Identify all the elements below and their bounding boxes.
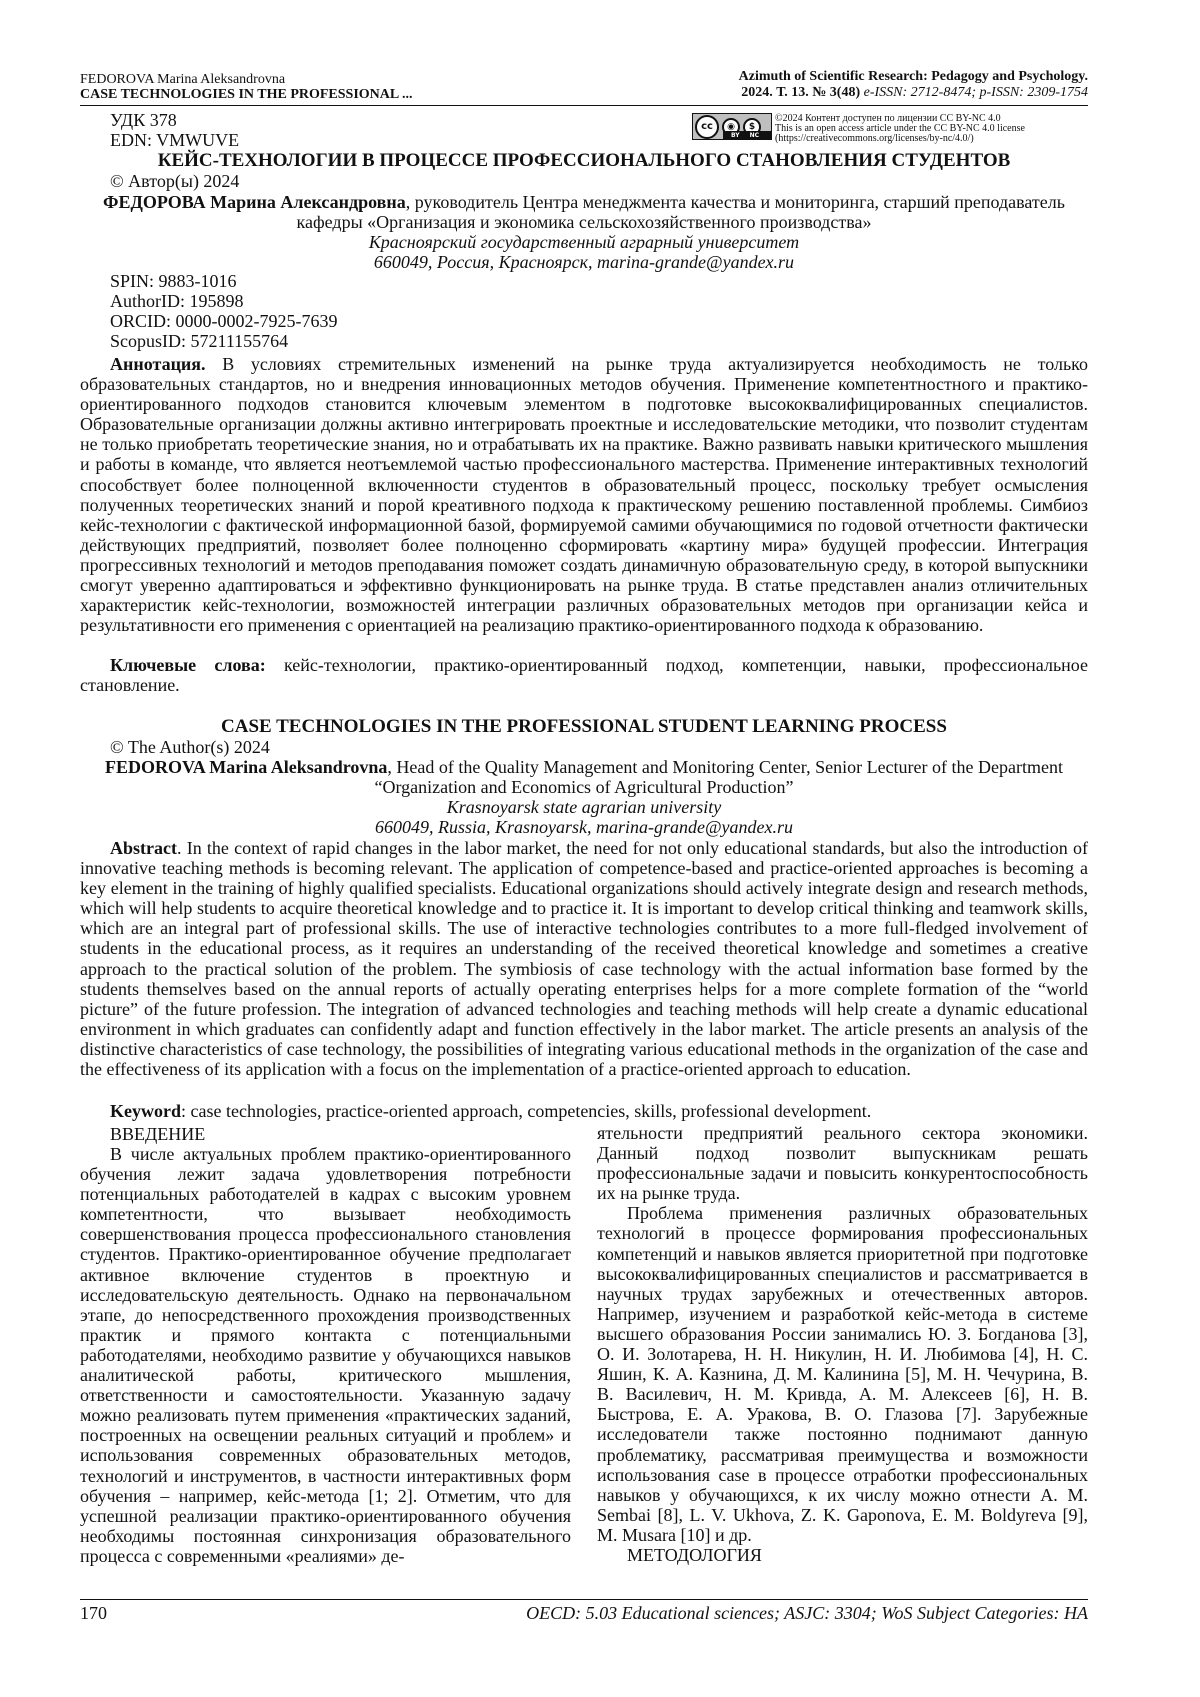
- abstract-ru: [80, 354, 1088, 635]
- author-name-en: FEDOROVA Marina Aleksandrovna: [105, 757, 388, 777]
- author-block-ru: [80, 192, 1088, 272]
- license-text: [775, 114, 1025, 144]
- keywords-text-ru: кейс-технологии, практико-ориентированный подход, компетенции, навыки, профессиональное становление.: [80, 655, 1088, 696]
- intro-paragraph-1-cont: ятельности предприятий реального сектора экономики. Данный подход позволит выпускникам решать профессиональные задачи и повысить конкурентоспособность их на рынке труда.: [597, 1123, 1088, 1204]
- issn: e-ISSN: 2712-8474; p-ISSN: 2309-1754: [860, 85, 1088, 100]
- author-role-en: , Head of the Quality Management and Monitoring Center, Senior Lecturer of the Department “Organization and Economics of Agricultural Production”: [374, 757, 1063, 797]
- journal-issue: [739, 85, 1088, 101]
- header-title: CASE TECHNOLOGIES IN THE PROFESSIONAL ...: [80, 87, 413, 102]
- footer-rule: [80, 1599, 1088, 1600]
- running-header-left: [80, 72, 412, 102]
- license-url[interactable]: (https://creativecommons.org/licenses/by-nc/4.0/): [775, 133, 974, 144]
- badge-label-bar: BY NC: [723, 131, 771, 139]
- abstract-text-ru: В условиях стремительных изменений на рынке труда актуализируется необходимость не только образовательных стандартов, но и внедрения инновационных методов обучения. Применение компетентностного и практико-ориентированного подходов становится ключевым элементом в подготовке высококвалифицированных специалистов. Образовательные организации должны активно интегрировать проектные и исследовательские методики, что позволит студентам не только приобретать теоретические знания, но и отрабатывать их на практике. Важно развивать навыки критического мышления и работы в команде, что является неотъемлемой частью профессионального мастерства. Применение интерактивных технологий способствует более полноценной включенности студентов в образовательный процесс, поскольку требует осмысления полученных теоретических знаний и порой креативного подхода к практическому решению поставленной проблемы. Симбиоз кейс-технологии с фактической информационной базой, формируемой самими обучающимися по годовой отчетности фактически действующих предприятий, позволяет более полноценно сформировать «картину мира» будущей профессии. Интеграция прогрессивных технологий и методов преподавания поможет создать динамичную образовательную среду, в которой выпускники смогут уверенно адаптироваться и эффективно функционировать на рынке труда. В статье представлен анализ отличительных характеристик кейс-технологии, возможностей интеграции различных образовательных методов при организации кейса и результативности его применения с ориентацией на реализацию практико-ориентированного подхода к образованию.: [80, 354, 1088, 636]
- address-ru: 660049, Россия, Красноярск, marina-grande@yandex.ru: [373, 252, 795, 272]
- keywords-text-en: : case technologies, practice-oriented approach, competencies, skills, professional development.: [181, 1101, 872, 1121]
- cc-icon: cc: [695, 115, 719, 139]
- title-ru: КЕЙС-ТЕХНОЛОГИИ В ПРОЦЕССЕ ПРОФЕССИОНАЛЬНОГО СТАНОВЛЕНИЯ СТУДЕНТОВ: [157, 150, 1011, 171]
- keywords-en: [80, 1101, 1088, 1121]
- running-header-right: [739, 69, 1088, 101]
- author-role-ru: , руководитель Центра менеджмента качества и мониторинга, старший преподаватель кафедры «Организация и экономика сельскохозяйственного производства»: [296, 192, 1065, 232]
- author-identifiers: [110, 271, 338, 351]
- intro-paragraph-2: Проблема применения различных образовательных технологий в процессе формирования профессиональных компетенций и навыков является приоритетной при подготовке высококвалифицированных специалистов и рассматривается в научных трудах зарубежных и отечественных авторов. Например, изучением и разработкой кейс-метода в системе высшего образования России занимались Ю. З. Богданова [3], О. И. Золотарева, Н. Н. Никулин, Н. И. Любимова [4], Н. С. Яшин, К. А. Казнина, Д. М. Калинина [5], М. Н. Чечурина, В. В. Василевич, Н. М. Кривда, А. М. Алексеев [6], Н. В. Быстрова, Е. А. Уракова, В. О. Глазова [7]. Зарубежные исследователи также постоянно поднимают данную проблематику, рассматривая преимущества и возможности использования case в процессе отработки профессиональных навыков у обучающихся, к их числу можно отнести A. M. Sembai [8], L. V. Ukhova, Z. K. Gaponova, E. M. Boldyreva [9], M. Musara [10] и др.: [597, 1203, 1088, 1545]
- abstract-label-en: Abstract: [110, 838, 177, 858]
- issue-number: 2024. Т. 13. № 3(48): [741, 85, 861, 100]
- classification-codes: [110, 110, 239, 150]
- author-id: AuthorID: 195898: [110, 291, 244, 311]
- section-heading-methodology: МЕТОДОЛОГИЯ: [627, 1544, 762, 1565]
- subject-classification: OECD: 5.03 Educational sciences; ASJC: 3304; WoS Subject Categories: HA: [526, 1603, 1088, 1623]
- affiliation-en: Krasnoyarsk state agrarian university: [446, 797, 722, 817]
- nc-dollar-icon: $: [743, 118, 761, 136]
- section-heading-intro: ВВЕДЕНИЕ: [110, 1124, 206, 1144]
- abstract-text-en: . In the context of rapid changes in the labor market, the need for not only educational standards, but also the introduction of innovative teaching methods is becoming relevant. The application of competence-based and practice-oriented approaches is becoming a key element in the training of highly qualified specialists. Educational organizations should actively integrate design and research methods, which will help students to acquire theoretical knowledge and to practice it. It is important to develop critical thinking and teamwork skills, which are an integral part of professional skills. The use of interactive technologies contributes to a more full-fledged involvement of students in the educational process, as it requires an understanding of the received theoretical knowledge and sometimes a creative approach to the practical solution of the problem. The symbiosis of case technology with the actual information base formed by the students themselves based on the annual reports of actually operating enterprises helps for a more complete formation of the “world picture” of the future profession. The integration of advanced technologies and teaching methods will help create a dynamic educational environment in which graduates can confidently adapt and function effectively in the labor market. The article presents an analysis of the distinctive characteristics of case technology, the possibilities of integrating various educational methods in the organization of the case and the effectiveness of its application with a focus on the implementation of a practice-oriented approach to education.: [80, 838, 1088, 1080]
- cc-by-nc-badge: [692, 113, 772, 140]
- copyright-en: © The Author(s) 2024: [110, 737, 270, 757]
- license-line-en: This is an open access article under the CC BY-NC 4.0 license: [775, 123, 1025, 134]
- copyright-ru: © Автор(ы) 2024: [110, 171, 240, 191]
- abstract-en: [80, 838, 1088, 1079]
- header-rule: [80, 105, 1088, 106]
- intro-column-left: [80, 1144, 571, 1566]
- abstract-label-ru: Аннотация.: [110, 354, 206, 374]
- edn-code: EDN: VMWUVE: [110, 130, 240, 150]
- scopus-id: ScopusID: 57211155764: [110, 331, 289, 351]
- keywords-ru: [80, 655, 1088, 695]
- intro-column-right: [597, 1123, 1088, 1565]
- title-en: CASE TECHNOLOGIES IN THE PROFESSIONAL STUDENT LEARNING PROCESS: [221, 716, 947, 737]
- license-line-ru: ©2024 Контент доступен по лицензии CC BY-NC 4.0: [775, 113, 1001, 124]
- keywords-label-en: Keyword: [110, 1101, 181, 1121]
- affiliation-ru: Красноярский государственный аграрный университет: [368, 232, 800, 252]
- journal-name: Azimuth of Scientific Research: Pedagogy and Psychology.: [738, 69, 1088, 84]
- keywords-label-ru: Ключевые слова:: [110, 655, 266, 675]
- udk-code: УДК 378: [110, 110, 177, 130]
- author-name-ru: ФЕДОРОВА Марина Александровна: [103, 192, 406, 212]
- author-block-en: [80, 757, 1088, 837]
- license-block: [692, 113, 1025, 144]
- page-number: 170: [80, 1603, 107, 1623]
- intro-paragraph-1: В числе актуальных проблем практико-ориентированного обучения лежит задача удовлетворения потребности потенциальных работодателей в кадрах с высоким уровнем компетентности, что вызывает необходимость совершенствования процесса профессионального становления студентов. Практико-ориентированное обучение предполагает активное включение студентов в проектную и исследовательскую деятельность. Однако на первоначальном этапе, до непосредственного прохождения производственных практик и прямого контакта с потенциальными работодателями, необходимо развитие у обучающихся навыков аналитической работы, критического мышления, ответственности и самостоятельности. Указанную задачу можно реализовать путем применения «практических заданий, построенных на освещении реальных ситуаций и проблем» и использования современных образовательных методов, технологий и инструментов, в частности интерактивных форм обучения – например, кейс-метода [1; 2]. Отметим, что для успешной реализации практико-ориентированного обучения необходимы постоянная синхронизация образовательного процесса с современными «реалиями» де-: [80, 1144, 571, 1566]
- by-person-icon: ◉: [722, 118, 740, 136]
- header-author: FEDOROVA Marina Aleksandrovna: [80, 72, 286, 87]
- orcid-id: ORCID: 0000-0002-7925-7639: [110, 311, 338, 331]
- address-en: 660049, Russia, Krasnoyarsk, marina-grande@yandex.ru: [374, 817, 794, 837]
- spin-id: SPIN: 9883-1016: [110, 271, 237, 291]
